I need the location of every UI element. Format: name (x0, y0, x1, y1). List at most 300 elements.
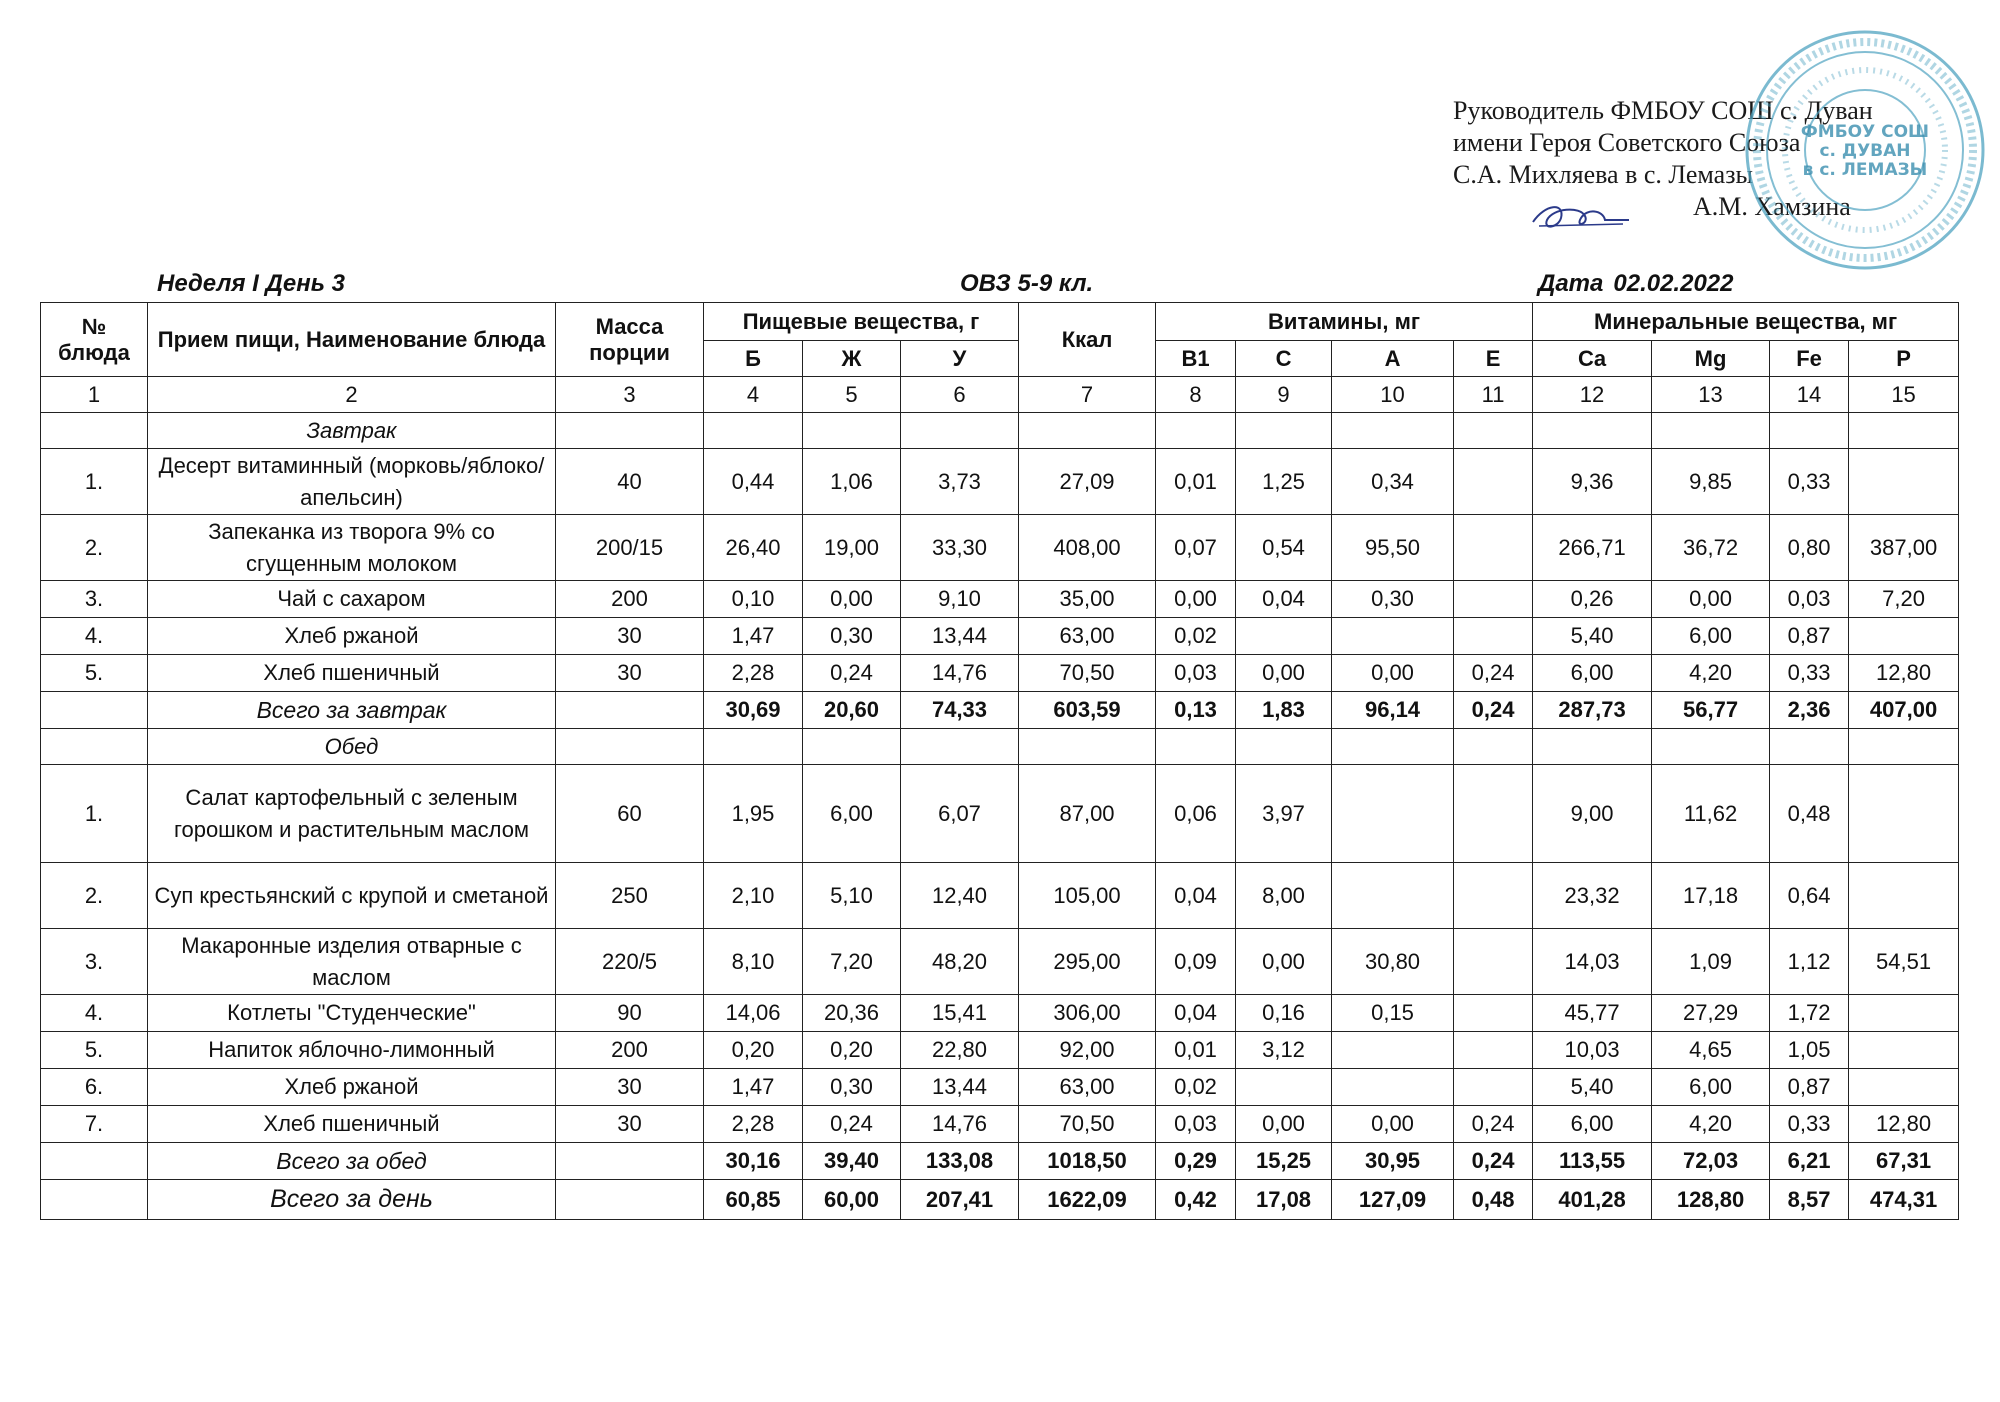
value-cell: 6,00 (1533, 1106, 1652, 1143)
empty-cell (1770, 729, 1849, 765)
header-minerals: Минеральные вещества, мг (1533, 303, 1959, 341)
column-number-cell: 3 (556, 377, 704, 413)
header-nutrients: Пищевые вещества, г (704, 303, 1019, 341)
table-row (41, 1032, 1959, 1069)
value-cell: 0,33 (1770, 449, 1849, 515)
day-total-label: Всего за день (148, 1180, 556, 1220)
breakfast-total-label: Всего за завтрак (148, 692, 556, 729)
total-value: 113,55 (1533, 1143, 1652, 1180)
dish-number: 3. (41, 929, 148, 995)
dish-number: 5. (41, 655, 148, 692)
value-cell (1849, 995, 1959, 1032)
value-cell: 0,01 (1156, 1032, 1236, 1069)
value-cell: 0,30 (803, 618, 901, 655)
value-cell: 70,50 (1019, 655, 1156, 692)
value-cell: 1,95 (704, 765, 803, 863)
total-value: 0,24 (1454, 692, 1533, 729)
value-cell: 60 (556, 765, 704, 863)
column-number-cell: 15 (1849, 377, 1959, 413)
value-cell: 7,20 (803, 929, 901, 995)
value-cell: 9,85 (1652, 449, 1770, 515)
menu-table (40, 302, 1959, 1220)
empty-cell (556, 729, 704, 765)
value-cell: 105,00 (1019, 863, 1156, 929)
value-cell: 0,02 (1156, 1069, 1236, 1106)
value-cell (1849, 1069, 1959, 1106)
value-cell: 95,50 (1332, 515, 1454, 581)
value-cell: 0,24 (803, 1106, 901, 1143)
approval-line-1: Руководитель ФМБОУ СОШ с. Дуван (1453, 96, 1873, 125)
header-a: А (1332, 341, 1454, 377)
value-cell (1332, 1032, 1454, 1069)
value-cell: 0,16 (1236, 995, 1332, 1032)
value-cell (1849, 618, 1959, 655)
value-cell: 54,51 (1849, 929, 1959, 995)
value-cell: 14,76 (901, 655, 1019, 692)
value-cell: 8,00 (1236, 863, 1332, 929)
empty-cell (41, 729, 148, 765)
total-value: 67,31 (1849, 1143, 1959, 1180)
value-cell: 0,15 (1332, 995, 1454, 1032)
lunch-section-header (41, 729, 1959, 765)
value-cell: 3,73 (901, 449, 1019, 515)
value-cell: 22,80 (901, 1032, 1019, 1069)
value-cell: 0,00 (1652, 581, 1770, 618)
header-mg: Mg (1652, 341, 1770, 377)
value-cell: 12,80 (1849, 1106, 1959, 1143)
value-cell: 7,20 (1849, 581, 1959, 618)
header-b: Б (704, 341, 803, 377)
table-row (41, 929, 1959, 995)
value-cell: 0,64 (1770, 863, 1849, 929)
value-cell: 4,65 (1652, 1032, 1770, 1069)
empty-cell (41, 1143, 148, 1180)
breakfast-section-header (41, 413, 1959, 449)
value-cell: 1,47 (704, 618, 803, 655)
dish-name: Десерт витаминный (морковь/яблоко/апельсин) (148, 449, 556, 515)
total-value: 30,95 (1332, 1143, 1454, 1180)
dish-name: Хлеб пшеничный (148, 1106, 556, 1143)
value-cell: 0,80 (1770, 515, 1849, 581)
value-cell: 387,00 (1849, 515, 1959, 581)
signature-icon (1525, 198, 1635, 238)
value-cell: 0,03 (1156, 655, 1236, 692)
total-value: 0,24 (1454, 1143, 1533, 1180)
header-p: P (1849, 341, 1959, 377)
day-total-value: 401,28 (1533, 1180, 1652, 1220)
value-cell: 30 (556, 1106, 704, 1143)
value-cell: 0,03 (1156, 1106, 1236, 1143)
value-cell (1454, 765, 1533, 863)
value-cell (1454, 1069, 1533, 1106)
value-cell: 1,47 (704, 1069, 803, 1106)
value-cell: 0,07 (1156, 515, 1236, 581)
header-mass: Масса порции (556, 303, 704, 377)
empty-cell (1849, 729, 1959, 765)
value-cell: 11,62 (1652, 765, 1770, 863)
value-cell: 1,05 (1770, 1032, 1849, 1069)
dish-number: 4. (41, 995, 148, 1032)
dish-name: Чай с сахаром (148, 581, 556, 618)
column-number-cell: 10 (1332, 377, 1454, 413)
value-cell: 36,72 (1652, 515, 1770, 581)
value-cell: 63,00 (1019, 1069, 1156, 1106)
value-cell (1454, 618, 1533, 655)
column-number-cell: 14 (1770, 377, 1849, 413)
day-total-value: 127,09 (1332, 1180, 1454, 1220)
value-cell: 0,03 (1770, 581, 1849, 618)
header-ca: Ca (1533, 341, 1652, 377)
empty-cell (1019, 729, 1156, 765)
value-cell: 3,97 (1236, 765, 1332, 863)
value-cell (1849, 449, 1959, 515)
value-cell (1454, 995, 1533, 1032)
value-cell (1454, 449, 1533, 515)
value-cell: 9,10 (901, 581, 1019, 618)
column-number-cell: 5 (803, 377, 901, 413)
empty-cell (556, 1143, 704, 1180)
column-number-cell: 13 (1652, 377, 1770, 413)
value-cell: 266,71 (1533, 515, 1652, 581)
total-value: 96,14 (1332, 692, 1454, 729)
value-cell: 6,00 (1652, 618, 1770, 655)
value-cell: 2,28 (704, 1106, 803, 1143)
empty-cell (1454, 729, 1533, 765)
week-day-label: Неделя I День 3 (157, 270, 345, 297)
value-cell: 0,10 (704, 581, 803, 618)
value-cell: 200/15 (556, 515, 704, 581)
total-value: 20,60 (803, 692, 901, 729)
value-cell (1454, 929, 1533, 995)
lunch-total-row (41, 1143, 1959, 1180)
value-cell (1454, 515, 1533, 581)
value-cell: 2,28 (704, 655, 803, 692)
empty-cell (41, 1180, 148, 1220)
value-cell: 90 (556, 995, 704, 1032)
dish-name: Хлеб ржаной (148, 618, 556, 655)
value-cell: 220/5 (556, 929, 704, 995)
dish-number: 5. (41, 1032, 148, 1069)
empty-cell (1849, 413, 1959, 449)
stamp-seal-icon (1740, 25, 1990, 275)
empty-cell (1332, 729, 1454, 765)
table-row (41, 995, 1959, 1032)
value-cell: 6,00 (803, 765, 901, 863)
value-cell: 0,04 (1156, 863, 1236, 929)
value-cell: 1,09 (1652, 929, 1770, 995)
class-label: ОВЗ 5-9 кл. (960, 270, 1094, 297)
approval-line-2: имени Героя Советского Союза (1453, 128, 1801, 157)
value-cell: 1,72 (1770, 995, 1849, 1032)
empty-cell (1019, 413, 1156, 449)
dish-number: 1. (41, 765, 148, 863)
value-cell: 12,40 (901, 863, 1019, 929)
value-cell: 5,40 (1533, 618, 1652, 655)
value-cell: 0,01 (1156, 449, 1236, 515)
value-cell: 92,00 (1019, 1032, 1156, 1069)
dish-number: 1. (41, 449, 148, 515)
table-row (41, 581, 1959, 618)
header-b1: В1 (1156, 341, 1236, 377)
empty-cell (901, 729, 1019, 765)
empty-cell (1652, 413, 1770, 449)
day-total-value: 8,57 (1770, 1180, 1849, 1220)
table-row (41, 1069, 1959, 1106)
total-value: 56,77 (1652, 692, 1770, 729)
empty-cell (704, 413, 803, 449)
value-cell: 2,10 (704, 863, 803, 929)
dish-name: Напиток яблочно-лимонный (148, 1032, 556, 1069)
table-row (41, 515, 1959, 581)
value-cell: 0,34 (1332, 449, 1454, 515)
day-total-value: 1622,09 (1019, 1180, 1156, 1220)
value-cell: 0,54 (1236, 515, 1332, 581)
value-cell: 408,00 (1019, 515, 1156, 581)
total-value: 15,25 (1236, 1143, 1332, 1180)
value-cell: 14,06 (704, 995, 803, 1032)
dish-name: Котлеты "Студенческие" (148, 995, 556, 1032)
value-cell: 12,80 (1849, 655, 1959, 692)
header-fe: Fe (1770, 341, 1849, 377)
value-cell: 0,04 (1236, 581, 1332, 618)
value-cell: 10,03 (1533, 1032, 1652, 1069)
day-total-value: 60,00 (803, 1180, 901, 1220)
value-cell: 26,40 (704, 515, 803, 581)
column-number-cell: 4 (704, 377, 803, 413)
breakfast-section-title: Завтрак (148, 413, 556, 449)
day-total-value: 17,08 (1236, 1180, 1332, 1220)
value-cell: 27,09 (1019, 449, 1156, 515)
total-value: 2,36 (1770, 692, 1849, 729)
empty-cell (1652, 729, 1770, 765)
date-value: 02.02.2022 (1613, 270, 1734, 297)
value-cell: 70,50 (1019, 1106, 1156, 1143)
value-cell: 0,00 (1156, 581, 1236, 618)
value-cell: 63,00 (1019, 618, 1156, 655)
table-row (41, 863, 1959, 929)
svg-text:в с. ЛЕМАЗЫ: в с. ЛЕМАЗЫ (1802, 160, 1928, 180)
table-row (41, 765, 1959, 863)
value-cell (1332, 765, 1454, 863)
value-cell: 30,80 (1332, 929, 1454, 995)
value-cell (1332, 618, 1454, 655)
value-cell: 0,02 (1156, 618, 1236, 655)
empty-cell (704, 729, 803, 765)
value-cell: 6,00 (1652, 1069, 1770, 1106)
empty-cell (1454, 413, 1533, 449)
value-cell (1454, 863, 1533, 929)
value-cell (1236, 618, 1332, 655)
empty-cell (1236, 413, 1332, 449)
lunch-section-title: Обед (148, 729, 556, 765)
value-cell: 30 (556, 1069, 704, 1106)
value-cell: 30 (556, 618, 704, 655)
value-cell (1236, 1069, 1332, 1106)
day-total-value: 207,41 (901, 1180, 1019, 1220)
value-cell: 250 (556, 863, 704, 929)
empty-cell (41, 413, 148, 449)
value-cell: 0,00 (1236, 1106, 1332, 1143)
value-cell: 13,44 (901, 618, 1019, 655)
svg-text:ФМБОУ СОШ: ФМБОУ СОШ (1800, 122, 1930, 142)
value-cell: 9,00 (1533, 765, 1652, 863)
column-number-cell: 12 (1533, 377, 1652, 413)
value-cell: 0,44 (704, 449, 803, 515)
value-cell: 19,00 (803, 515, 901, 581)
table-row (41, 1106, 1959, 1143)
empty-cell (556, 413, 704, 449)
total-value: 603,59 (1019, 692, 1156, 729)
total-value: 287,73 (1533, 692, 1652, 729)
total-value: 1,83 (1236, 692, 1332, 729)
day-total-value: 474,31 (1849, 1180, 1959, 1220)
value-cell: 0,09 (1156, 929, 1236, 995)
value-cell: 33,30 (901, 515, 1019, 581)
date-block (1538, 270, 1734, 298)
value-cell: 14,03 (1533, 929, 1652, 995)
dish-number: 3. (41, 581, 148, 618)
value-cell: 0,48 (1770, 765, 1849, 863)
empty-cell (1332, 413, 1454, 449)
value-cell: 23,32 (1533, 863, 1652, 929)
empty-cell (556, 692, 704, 729)
column-number-cell: 9 (1236, 377, 1332, 413)
value-cell: 6,00 (1533, 655, 1652, 692)
value-cell: 0,87 (1770, 618, 1849, 655)
column-number-cell: 7 (1019, 377, 1156, 413)
column-number-cell: 8 (1156, 377, 1236, 413)
empty-cell (1533, 729, 1652, 765)
dish-number: 2. (41, 863, 148, 929)
table-row (41, 449, 1959, 515)
total-value: 6,21 (1770, 1143, 1849, 1180)
value-cell: 14,76 (901, 1106, 1019, 1143)
total-value: 39,40 (803, 1143, 901, 1180)
value-cell: 200 (556, 581, 704, 618)
dish-name: Хлеб пшеничный (148, 655, 556, 692)
total-value: 0,29 (1156, 1143, 1236, 1180)
value-cell (1454, 1032, 1533, 1069)
value-cell (1454, 581, 1533, 618)
value-cell (1849, 765, 1959, 863)
value-cell: 5,40 (1533, 1069, 1652, 1106)
value-cell: 0,24 (1454, 655, 1533, 692)
lunch-total-label: Всего за обед (148, 1143, 556, 1180)
value-cell: 306,00 (1019, 995, 1156, 1032)
dish-number: 7. (41, 1106, 148, 1143)
value-cell: 5,10 (803, 863, 901, 929)
value-cell: 4,20 (1652, 1106, 1770, 1143)
empty-cell (1533, 413, 1652, 449)
total-value: 30,69 (704, 692, 803, 729)
value-cell: 1,06 (803, 449, 901, 515)
empty-cell (803, 413, 901, 449)
value-cell: 0,30 (1332, 581, 1454, 618)
column-number-cell: 6 (901, 377, 1019, 413)
column-numbers-row (41, 377, 1959, 413)
dish-number: 6. (41, 1069, 148, 1106)
value-cell: 0,33 (1770, 655, 1849, 692)
value-cell (1849, 863, 1959, 929)
value-cell: 0,00 (1236, 929, 1332, 995)
value-cell (1332, 1069, 1454, 1106)
value-cell: 15,41 (901, 995, 1019, 1032)
value-cell: 0,06 (1156, 765, 1236, 863)
value-cell: 48,20 (901, 929, 1019, 995)
approval-signer: А.М. Хамзина (1693, 192, 1851, 221)
value-cell: 3,12 (1236, 1032, 1332, 1069)
value-cell: 0,00 (1332, 655, 1454, 692)
header-num: № блюда (41, 303, 148, 377)
header-kcal: Ккал (1019, 303, 1156, 377)
value-cell: 13,44 (901, 1069, 1019, 1106)
value-cell: 0,30 (803, 1069, 901, 1106)
dish-name: Суп крестьянский с крупой и сметаной (148, 863, 556, 929)
header-vitamins: Витамины, мг (1156, 303, 1533, 341)
value-cell: 8,10 (704, 929, 803, 995)
value-cell: 9,36 (1533, 449, 1652, 515)
column-number-cell: 2 (148, 377, 556, 413)
value-cell: 0,24 (803, 655, 901, 692)
value-cell: 0,26 (1533, 581, 1652, 618)
empty-cell (1236, 729, 1332, 765)
value-cell: 0,00 (803, 581, 901, 618)
day-total-value: 128,80 (1652, 1180, 1770, 1220)
table-row (41, 618, 1959, 655)
svg-text:с. ДУВАН: с. ДУВАН (1819, 141, 1911, 161)
empty-cell (803, 729, 901, 765)
value-cell: 45,77 (1533, 995, 1652, 1032)
approval-line-3: С.А. Михляева в с. Лемазы (1453, 160, 1753, 189)
header-c: С (1236, 341, 1332, 377)
dish-name: Запеканка из творога 9% со сгущенным молоком (148, 515, 556, 581)
header-zh: Ж (803, 341, 901, 377)
value-cell: 0,00 (1236, 655, 1332, 692)
dish-name: Макаронные изделия отварные с маслом (148, 929, 556, 995)
value-cell: 0,04 (1156, 995, 1236, 1032)
value-cell (1849, 1032, 1959, 1069)
total-value: 0,13 (1156, 692, 1236, 729)
total-value: 30,16 (704, 1143, 803, 1180)
table-row (41, 655, 1959, 692)
value-cell: 87,00 (1019, 765, 1156, 863)
table-body (41, 377, 1959, 1220)
value-cell: 0,00 (1332, 1106, 1454, 1143)
value-cell: 295,00 (1019, 929, 1156, 995)
value-cell: 30 (556, 655, 704, 692)
value-cell: 200 (556, 1032, 704, 1069)
dish-name: Хлеб ржаной (148, 1069, 556, 1106)
column-number-cell: 11 (1454, 377, 1533, 413)
empty-cell (41, 692, 148, 729)
header-name: Прием пищи, Наименование блюда (148, 303, 556, 377)
dish-name: Салат картофельный с зеленым горошком и растительным маслом (148, 765, 556, 863)
value-cell: 0,20 (704, 1032, 803, 1069)
date-label: Дата (1538, 270, 1604, 297)
breakfast-total-row (41, 692, 1959, 729)
value-cell (1332, 863, 1454, 929)
value-cell: 0,33 (1770, 1106, 1849, 1143)
empty-cell (901, 413, 1019, 449)
total-value: 407,00 (1849, 692, 1959, 729)
value-cell: 1,25 (1236, 449, 1332, 515)
value-cell: 20,36 (803, 995, 901, 1032)
empty-cell (1156, 729, 1236, 765)
total-value: 74,33 (901, 692, 1019, 729)
value-cell: 1,12 (1770, 929, 1849, 995)
header-e: Е (1454, 341, 1533, 377)
value-cell: 0,24 (1454, 1106, 1533, 1143)
